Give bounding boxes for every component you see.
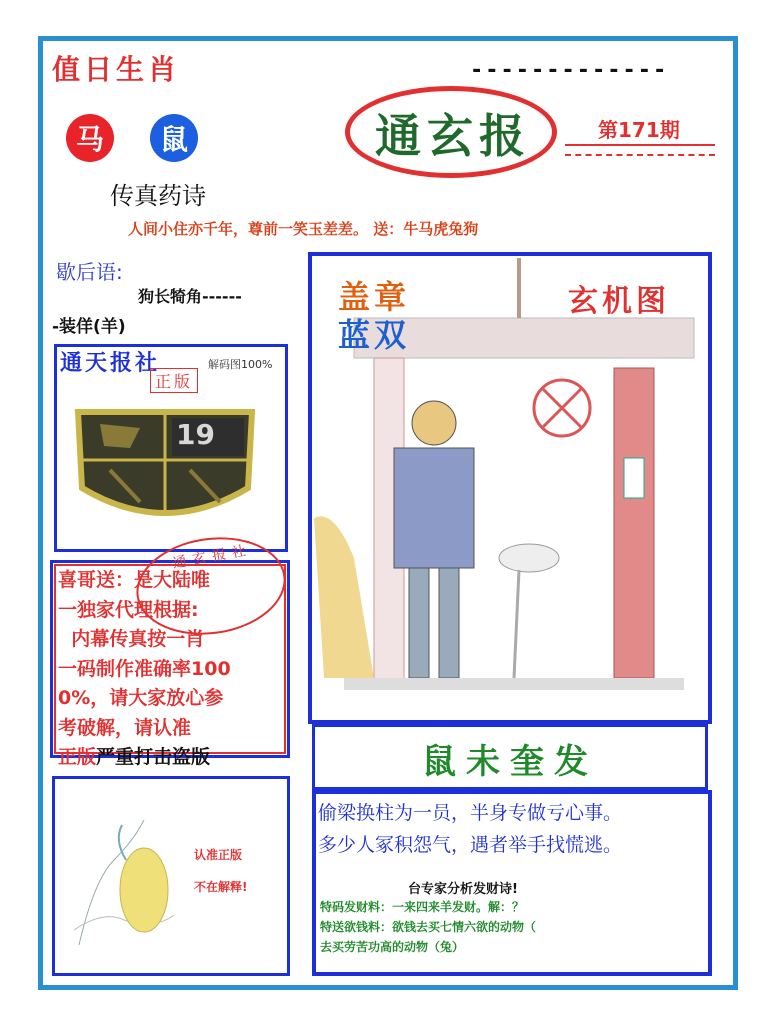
notice-line-6: 考破解，请认准 — [58, 716, 192, 739]
notice-line-2: 一独家代理根据: — [58, 598, 199, 621]
analysis-line-3: 去买劳苦功高的动物（兔） — [320, 940, 465, 954]
xiehouyu-answer: -装佯(羊) — [52, 317, 126, 337]
xuanji-title: 玄机图 — [568, 284, 670, 319]
gaizhang-line-1: 盖章 — [338, 278, 411, 316]
analysis-title: 台专家分析发财诗! — [408, 882, 518, 897]
badge-shield — [70, 398, 260, 526]
page-title: 通玄报 — [375, 109, 531, 163]
bottom-note-2: 不在解释! — [194, 880, 248, 894]
notice-line-1: 喜哥送：是大陆唯 — [58, 569, 211, 591]
analysis-line-1: 特码发财料：一来四来羊发财。解：？ — [320, 900, 525, 914]
badge-caption: 解码图100% — [208, 358, 273, 371]
red-seal-text: 通玄报社 — [171, 542, 253, 572]
zodiac-rat-badge: 鼠 — [150, 114, 198, 162]
poem-line: 人间小住亦千年，尊前一笑玉差差。 送：牛马虎兔狗 — [128, 220, 479, 238]
zodiac-label: 值日生肖 — [52, 53, 181, 86]
issue-underline-1 — [565, 144, 715, 146]
zodiac-horse-badge: 马 — [66, 114, 114, 162]
header-dash-line: ------------- — [470, 58, 669, 83]
issue-underline-2 — [565, 154, 715, 156]
badge-number: 19 — [176, 418, 215, 451]
notice-line-4: 一码制作准确率100 — [58, 657, 231, 680]
bottom-note-1: 认准正版 — [194, 848, 243, 862]
verse-line-2: 多少人冢积怨气，遇者举手找慌逃。 — [318, 834, 623, 856]
xiehouyu-label: 歇后语: — [56, 260, 123, 284]
badge-stamp: 正版 — [150, 368, 198, 393]
analysis-line-2: 特送欲钱料：欲钱去买七情六欲的动物（ — [320, 920, 537, 934]
issue-number: 第171期 — [598, 118, 680, 142]
caption-text: 鼠未奎发 — [422, 742, 598, 782]
notice-line-7-red: 严重打击盗版 — [96, 746, 211, 768]
gaizhang-line-2: 蓝双 — [338, 316, 411, 354]
notice-line-7-black: 正版 — [58, 746, 97, 768]
bean-sprout-illustration — [74, 820, 184, 950]
badge-title: 通天报社 — [60, 351, 161, 376]
notice-line-5: 0%，请大家放心参 — [58, 687, 224, 709]
fax-poem-label: 传真药诗 — [110, 182, 206, 210]
verse-line-1: 偷梁换柱为一员，半身专做亏心事。 — [318, 802, 623, 824]
notice-line-7 — [58, 743, 286, 773]
notice-line-3: 内幕传真按一肖 — [58, 628, 205, 650]
xiehouyu-text: 狗长犄角------ — [138, 287, 242, 306]
